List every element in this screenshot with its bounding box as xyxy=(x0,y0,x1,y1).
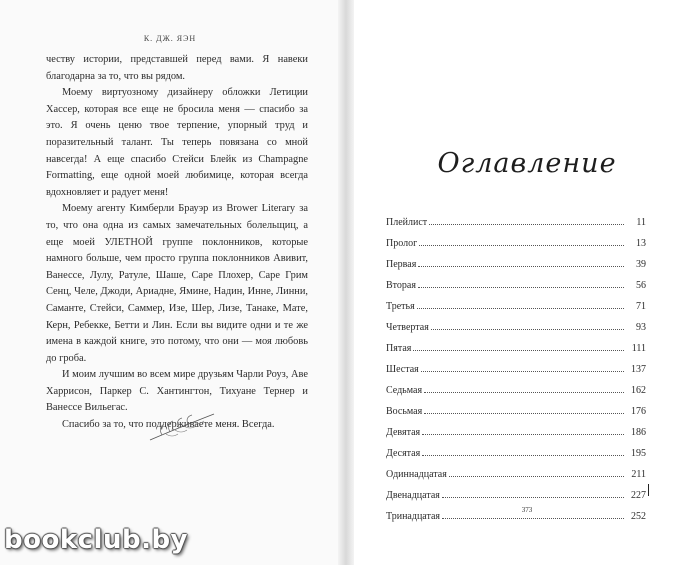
text-cursor xyxy=(648,484,649,496)
toc-leader xyxy=(422,433,624,435)
toc-entry-label: Четвертая xyxy=(386,322,429,333)
toc-leader xyxy=(431,328,624,330)
toc-entry-page: 56 xyxy=(636,280,646,291)
toc-entry-label: Седьмая xyxy=(386,385,423,396)
toc-leader xyxy=(429,223,624,225)
toc-leader xyxy=(421,370,624,372)
wheat-ornament-icon xyxy=(142,410,222,446)
toc-entry xyxy=(386,249,646,270)
toc-leader xyxy=(419,244,624,246)
toc-entry-label: Одиннадцатая xyxy=(386,469,447,480)
toc-entry xyxy=(386,270,646,291)
toc-leader xyxy=(422,454,624,456)
toc-entry-label: Десятая xyxy=(386,448,421,459)
toc-entry-page: 13 xyxy=(636,238,646,249)
paragraph: Моему агенту Кимберли Брауэр из Brower Literary за то, что она одна из самых замечательных болельщиц, а еще моей УЛЕТНОЙ группе поклонников, которые намного больше, чем просто группа поклонников Авивит, Ванессе, Лулу, Ратуле, Шаше, Саре Плохер, Саре Грим Сенц, Челе, Джоди, Ариадне, Ямине, Надин, Инне, Линни, Саманте, Стейси, Саммер, Изе, Шер, Лизе, Танаке, Мате, Керн, Ребекке, Бетти и Лин. Если вы видите одни и те же имена в каждой книге, это потому, что они — моя любовь до гроба. xyxy=(46,203,308,364)
toc-leader xyxy=(449,475,624,477)
toc-entry-label: Вторая xyxy=(386,280,416,291)
acknowledgements-text xyxy=(46,52,308,434)
table-of-contents xyxy=(386,207,646,522)
book-gutter xyxy=(338,0,354,565)
paragraph: честву истории, представшей перед вами. Я навеки благодарна за то, что вы рядом. xyxy=(46,54,308,82)
toc-entry xyxy=(386,333,646,354)
site-watermark: bookclub.by xyxy=(4,525,189,555)
toc-entry-label: Девятая xyxy=(386,427,421,438)
toc-leader xyxy=(418,286,624,288)
toc-entry-label: Первая xyxy=(386,259,417,270)
toc-entry-page: 137 xyxy=(631,364,646,375)
running-head: К. ДЖ. ЯЭН xyxy=(143,34,197,43)
toc-entry-label: Двенадцатая xyxy=(386,490,440,501)
toc-leader xyxy=(418,265,624,267)
toc-entry xyxy=(386,291,646,312)
toc-entry-label: Пятая xyxy=(386,343,412,354)
toc-entry-page: 39 xyxy=(636,259,646,270)
toc-leader xyxy=(442,517,624,519)
toc-leader xyxy=(424,412,624,414)
paragraph: Спасибо за то, что поддерживаете меня. Всегда. xyxy=(62,419,275,431)
paragraph: Моему виртуозному дизайнеру обложки Летиции Хассер, которая все еще не бросила меня — спасибо за это. Я очень ценю твое терпение, упорный труд и поразительный талант. Ты теперь повязана со мной навсегда! А еще спасибо Стейси Блейк из Champagne Formatting, еще одной моей любимице, которая всегда вдохновляет и радует меня! xyxy=(46,87,308,198)
toc-entry-page: 111 xyxy=(631,343,646,354)
toc-entry-label: Плейлист xyxy=(386,217,428,228)
right-page xyxy=(354,0,700,565)
toc-entry xyxy=(386,375,646,396)
left-page xyxy=(0,0,340,565)
toc-entry-page: 162 xyxy=(631,385,646,396)
toc-entry xyxy=(386,312,646,333)
toc-entry-page: 252 xyxy=(631,511,646,522)
toc-entry xyxy=(386,396,646,417)
toc-entry-page: 186 xyxy=(631,427,646,438)
toc-entry-page: 71 xyxy=(636,301,646,312)
toc-leader xyxy=(424,391,624,393)
toc-entry-page: 211 xyxy=(631,469,646,480)
toc-entry xyxy=(386,354,646,375)
toc-entry-label: Пролог xyxy=(386,238,418,249)
paragraph: И моим лучшим во всем мире друзьям Чарли Роуз, Аве Харрисон, Паркер С. Хантингтон, Тихуане Тернер и Ванессе Вильегас. xyxy=(46,369,308,414)
toc-entry xyxy=(386,228,646,249)
toc-entry-label: Восьмая xyxy=(386,406,423,417)
toc-entry-page: 93 xyxy=(636,322,646,333)
toc-entry-page: 227 xyxy=(631,490,646,501)
toc-entry-label: Шестая xyxy=(386,364,419,375)
toc-entry xyxy=(386,438,646,459)
toc-entry xyxy=(386,207,646,228)
toc-entry-page: 176 xyxy=(631,406,646,417)
toc-leader xyxy=(442,496,624,498)
toc-entry xyxy=(386,480,646,501)
toc-entry xyxy=(386,417,646,438)
toc-entry xyxy=(386,459,646,480)
page-number: 373 xyxy=(521,506,533,514)
toc-entry-label: Третья xyxy=(386,301,415,312)
toc-entry-page: 11 xyxy=(636,217,646,228)
toc-leader xyxy=(413,349,624,351)
toc-leader xyxy=(417,307,624,309)
toc-entry-page: 195 xyxy=(631,448,646,459)
toc-title: Оглавление xyxy=(437,148,617,179)
toc-entry-label: Тринадцатая xyxy=(386,511,441,522)
